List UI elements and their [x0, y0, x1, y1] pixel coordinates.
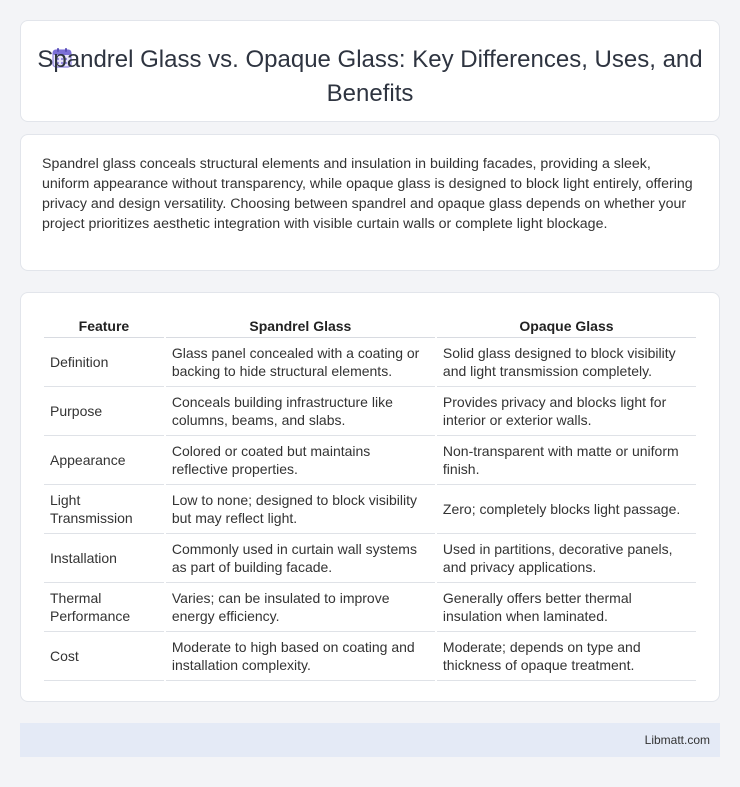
- spandrel-cell: Varies; can be insulated to improve energy efficiency.: [166, 583, 435, 632]
- feature-cell: Light Transmission: [44, 485, 164, 534]
- feature-cell: Thermal Performance: [44, 583, 164, 632]
- footer-bar: [20, 723, 720, 757]
- table-row: [44, 338, 696, 387]
- spandrel-cell: Low to none; designed to block visibility but may reflect light.: [166, 485, 435, 534]
- page-title: Spandrel Glass vs. Opaque Glass: Key Differences, Uses, and Benefits: [37, 46, 703, 107]
- feature-cell: Definition: [44, 338, 164, 387]
- opaque-cell: Zero; completely blocks light passage.: [437, 485, 696, 534]
- feature-cell: Appearance: [44, 436, 164, 485]
- table-row: [44, 534, 696, 583]
- opaque-cell: Used in partitions, decorative panels, and privacy applications.: [437, 534, 696, 583]
- feature-cell: Cost: [44, 632, 164, 681]
- opaque-cell: Non-transparent with matte or uniform finish.: [437, 436, 696, 485]
- title-card: [20, 20, 720, 122]
- header-opaque-glass: Opaque Glass: [437, 315, 696, 338]
- table-row: [44, 387, 696, 436]
- opaque-cell: Generally offers better thermal insulation when laminated.: [437, 583, 696, 632]
- spandrel-cell: Conceals building infrastructure like columns, beams, and slabs.: [166, 387, 435, 436]
- opaque-cell: Moderate; depends on type and thickness of opaque treatment.: [437, 632, 696, 681]
- header-spandrel-glass: Spandrel Glass: [166, 315, 435, 338]
- summary-text: Spandrel glass conceals structural elements and insulation in building facades, providing a sleek, uniform appearance without transparency, while opaque glass is designed to block light entirely, offering privacy and design versatility. Choosing between spandrel and opaque glass depends on whether your project prioritizes aesthetic integration with visible curtain walls or complete light blockage.: [42, 156, 693, 232]
- spandrel-cell: Commonly used in curtain wall systems as part of building facade.: [166, 534, 435, 583]
- table-row: [44, 436, 696, 485]
- spandrel-cell: Glass panel concealed with a coating or backing to hide structural elements.: [166, 338, 435, 387]
- spandrel-cell: Colored or coated but maintains reflective properties.: [166, 436, 435, 485]
- table-row: [44, 485, 696, 534]
- opaque-cell: Provides privacy and blocks light for interior or exterior walls.: [437, 387, 696, 436]
- source-link[interactable]: Libmatt.com: [644, 733, 710, 747]
- header-feature: Feature: [44, 315, 164, 338]
- table-row: [44, 583, 696, 632]
- table-header-row: [44, 315, 696, 338]
- comparison-card: [20, 292, 720, 702]
- feature-cell: Installation: [44, 534, 164, 583]
- feature-cell: Purpose: [44, 387, 164, 436]
- opaque-cell: Solid glass designed to block visibility and light transmission completely.: [437, 338, 696, 387]
- table-row: [44, 632, 696, 681]
- summary-card: [20, 134, 720, 271]
- spandrel-cell: Moderate to high based on coating and installation complexity.: [166, 632, 435, 681]
- comparison-table: [42, 315, 698, 681]
